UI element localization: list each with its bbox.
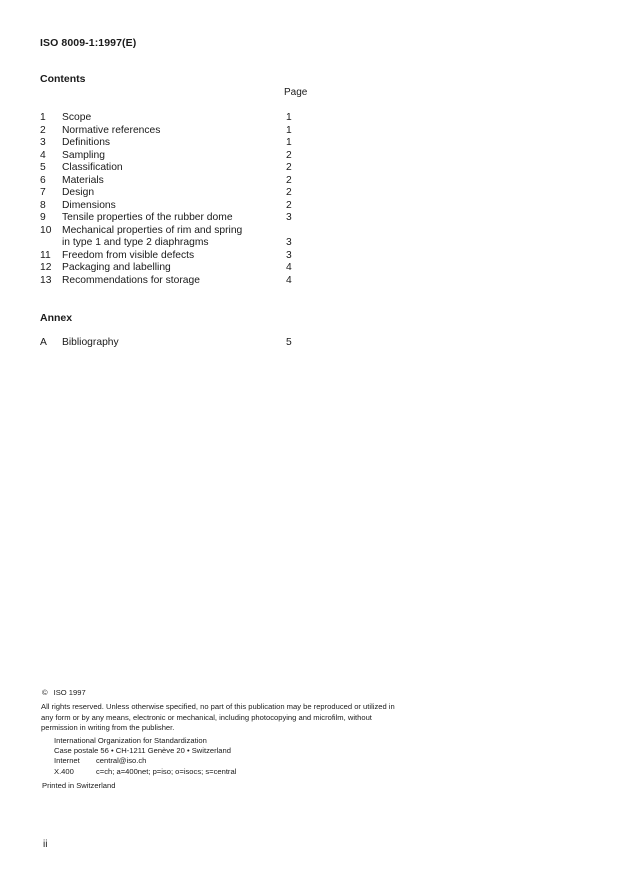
toc-entry-materials[interactable] [38, 175, 298, 188]
toc-number: 13 [40, 274, 52, 286]
toc-page: 4 [286, 274, 292, 286]
toc-number: 1 [40, 112, 46, 123]
toc-page: 1 [286, 124, 292, 136]
toc-page: 2 [286, 187, 292, 198]
internet-contact [54, 756, 402, 766]
internet-email[interactable]: central@iso.ch [96, 756, 147, 766]
toc-page: 2 [286, 174, 292, 186]
rights-statement: All rights reserved. Unless otherwise specified, no part of this publication may be reproduced or utilized in any form or by any means, electronic or mechanical, including photocopying and microfilm, without permission in writing from the publisher. [41, 702, 395, 733]
toc-title: Design [62, 187, 95, 198]
toc-entry-freedom-from-defects[interactable] [38, 250, 298, 263]
toc-title: Classification [62, 162, 123, 173]
toc-title: Dimensions [62, 199, 116, 211]
page-number: ii [43, 839, 48, 850]
toc-entry-dimensions[interactable] [38, 200, 298, 213]
annex-heading: Annex [40, 312, 73, 324]
contents-heading: Contents [40, 73, 86, 85]
toc-title: Bibliography [62, 337, 119, 348]
toc-page: 5 [286, 337, 292, 348]
toc-page: 2 [286, 162, 292, 173]
toc-number: 9 [40, 212, 46, 223]
toc-title: Sampling [62, 149, 105, 161]
toc-title: Materials [62, 174, 104, 186]
toc-title: Recommendations for storage [62, 274, 200, 286]
copyright-line [42, 688, 402, 698]
toc-number: 8 [40, 199, 46, 211]
table-of-contents [38, 112, 298, 287]
toc-page: 1 [286, 137, 292, 148]
printed-location: Printed in Switzerland [42, 781, 116, 791]
toc-page: 4 [286, 262, 292, 273]
toc-number: 10 [40, 224, 52, 236]
toc-number: 4 [40, 149, 46, 161]
toc-page [286, 225, 298, 238]
x400-label: X.400 [54, 766, 74, 776]
toc-title: Definitions [62, 137, 111, 148]
toc-entry-normative-references[interactable] [38, 125, 298, 138]
toc-title: Normative references [62, 124, 161, 136]
toc-number: 11 [40, 249, 51, 261]
toc-number: 12 [40, 262, 52, 273]
toc-entry-classification[interactable] [38, 162, 298, 175]
toc-page: 2 [286, 149, 292, 161]
toc-entry-bibliography[interactable] [40, 337, 298, 348]
copyright-text: ISO 1997 [53, 688, 86, 697]
toc-page: 3 [286, 249, 292, 261]
toc-entry-scope[interactable] [38, 112, 298, 125]
copyright-icon: © [42, 688, 48, 697]
toc-page: 3 [286, 212, 292, 223]
toc-entry-sampling[interactable] [38, 150, 298, 163]
toc-title: Tensile properties of the rubber dome [62, 212, 233, 223]
toc-title: Packaging and labelling [62, 262, 171, 273]
toc-title: in type 1 and type 2 diaphragms [62, 237, 209, 248]
toc-page: 1 [286, 112, 292, 123]
toc-number: 5 [40, 162, 46, 173]
toc-page: 2 [286, 199, 292, 211]
copyright-block [42, 688, 402, 792]
toc-entry-definitions[interactable] [38, 137, 298, 150]
postal-address: Case postale 56 • CH-1211 Genève 20 • Switzerland [54, 746, 231, 756]
toc-number: 6 [40, 174, 46, 186]
page-column-label: Page [284, 87, 308, 98]
toc-title: Mechanical properties of rim and spring [62, 224, 243, 236]
toc-number: A [40, 337, 47, 348]
toc-number [38, 237, 62, 250]
x400-contact [54, 767, 402, 777]
organization-name: International Organization for Standardization [54, 735, 207, 745]
toc-entry-storage[interactable] [38, 275, 298, 288]
toc-entry-design[interactable] [38, 187, 298, 200]
toc-number: 7 [40, 187, 46, 198]
toc-entry-packaging[interactable] [38, 262, 298, 275]
document-id: ISO 8009-1:1997(E) [40, 37, 137, 49]
toc-title: Scope [62, 112, 92, 123]
internet-label: Internet [54, 756, 80, 766]
toc-number: 3 [40, 137, 46, 148]
toc-number: 2 [40, 124, 46, 136]
toc-entry-mechanical-properties-continued[interactable] [38, 237, 298, 250]
x400-address: c=ch; a=400net; p=iso; o=isocs; s=central [96, 766, 237, 776]
toc-title: Freedom from visible defects [62, 249, 195, 261]
toc-entry-mechanical-properties[interactable] [38, 225, 298, 238]
toc-entry-tensile-properties[interactable] [38, 212, 298, 225]
publisher-info [42, 736, 402, 778]
toc-page: 3 [286, 237, 292, 248]
